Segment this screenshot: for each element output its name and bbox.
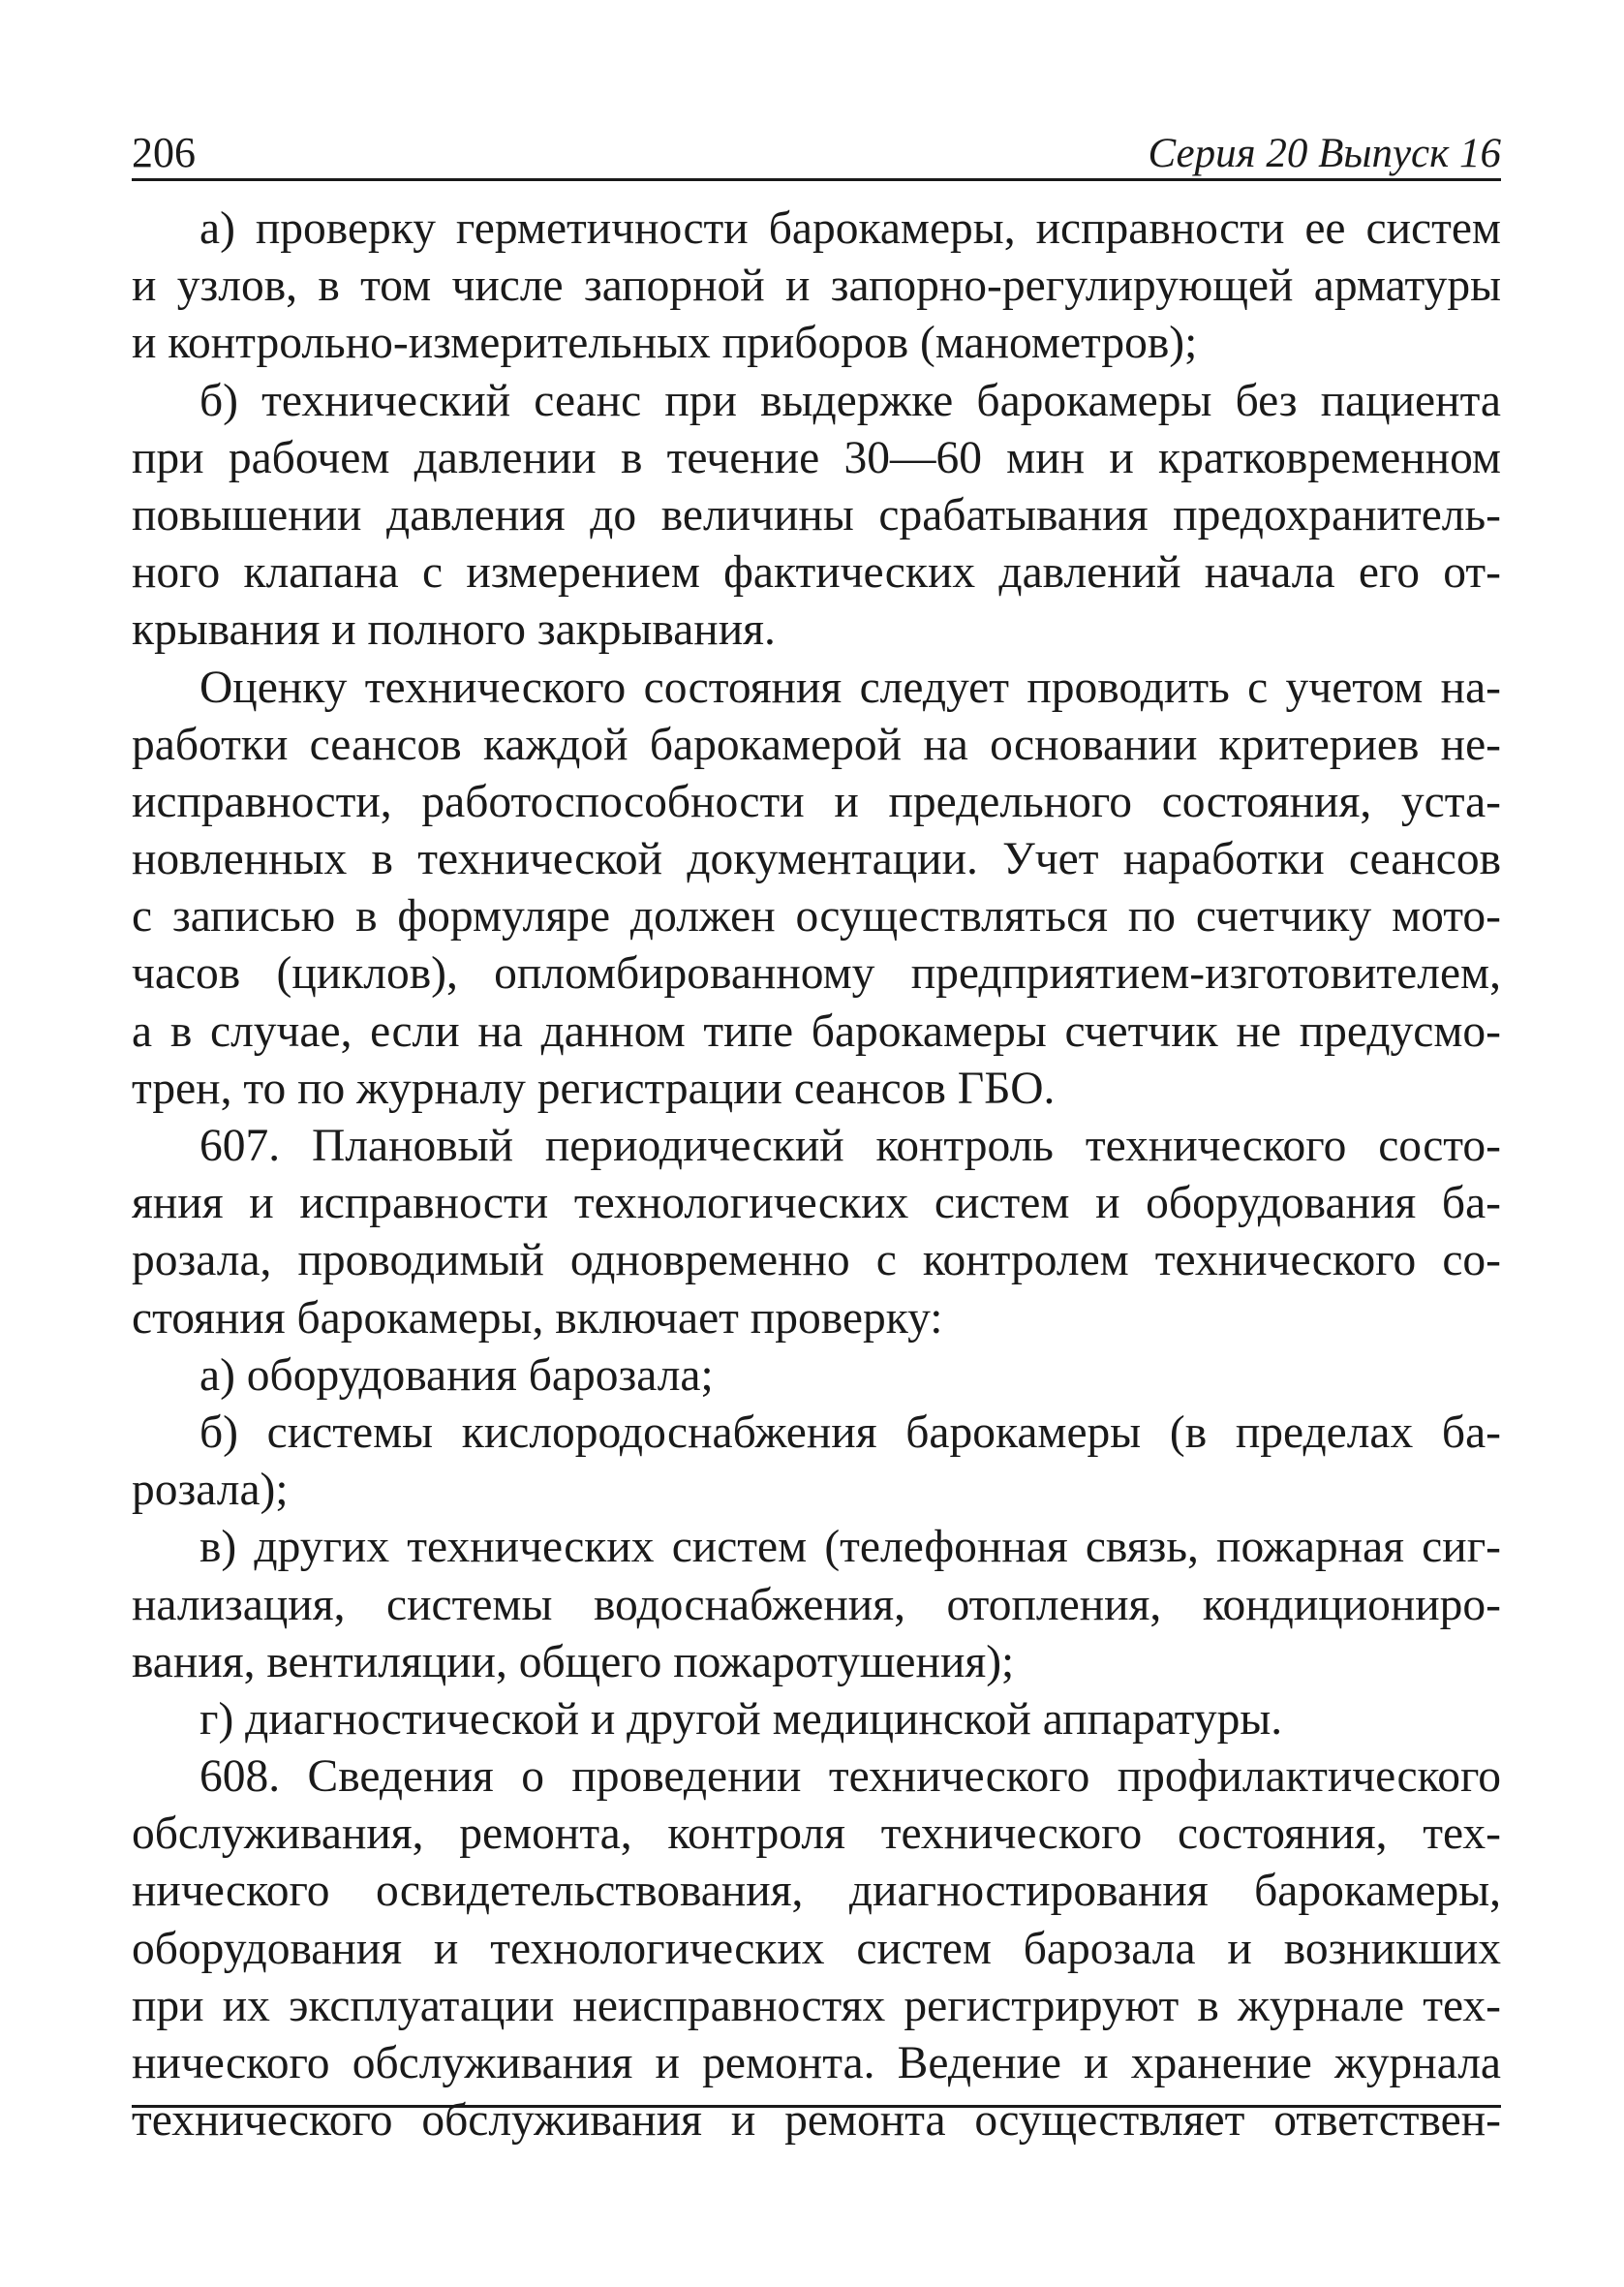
text-line: 608. Сведения о проведении технического профилактического <box>199 1751 1501 1803</box>
text-line: а) проверку герметичности барокамеры, исправности ее систем <box>199 203 1501 254</box>
text-line: при рабочем давлении в течение 30—60 мин и кратковременном <box>132 432 1501 483</box>
text-line: 607. Плановый периодический контроль технического состо- <box>199 1121 1501 1171</box>
text-line: и узлов, в том числе запорной и запорно-регулирующей арматуры <box>132 261 1501 312</box>
running-title: Серия 20 Выпуск 16 <box>1148 131 1501 176</box>
text-line: часов (циклов), опломбированному предприятием-изготовителем, <box>132 948 1501 1000</box>
footer-rule <box>132 2105 1501 2108</box>
text-line: повышении давления до величины срабатывания предохранитель- <box>132 489 1501 541</box>
text-line: и контрольно-измерительных приборов (манометров); <box>132 318 1198 369</box>
text-line: Оценку технического состояния следует проводить с учетом на- <box>199 662 1501 713</box>
text-line: розала); <box>132 1465 289 1516</box>
page-header <box>132 116 1501 181</box>
text-line: работки сеансов каждой барокамерой на основании критериев не- <box>132 719 1501 770</box>
text-line: нализация, системы водоснабжения, отопления, кондициониро- <box>132 1579 1501 1630</box>
text-line: технического обслуживания и ремонта осуществляет ответствен- <box>132 2095 1501 2147</box>
text-line: в) других технических систем (телефонная связь, пожарная сиг- <box>199 1522 1501 1573</box>
text-line: б) системы кислородоснабжения барокамеры (в пределах ба- <box>199 1406 1501 1458</box>
text-line: крывания и полного закрывания. <box>132 604 776 656</box>
text-line: при их эксплуатации неисправностях регистрируют в журнале тех- <box>132 1980 1501 2031</box>
text-line: а) оборудования барозала; <box>199 1349 714 1401</box>
text-line: новленных в технической документации. Учет наработки сеансов <box>132 834 1501 885</box>
text-line: нического освидетельствования, диагностирования барокамеры, <box>132 1866 1501 1917</box>
text-line: обслуживания, ремонта, контроля технического состояния, тех- <box>132 1808 1501 1860</box>
text-line: б) технический сеанс при выдержке барокамеры без пациента <box>199 375 1501 426</box>
body-text <box>132 201 1501 2149</box>
text-line: стояния барокамеры, включает проверку: <box>132 1292 943 1344</box>
text-line: ного клапана с измерением фактических давлений начала его от- <box>132 547 1501 599</box>
text-line: нического обслуживания и ремонта. Ведение и хранение журнала <box>132 2038 1501 2088</box>
text-line: розала, проводимый одновременно с контролем технического со- <box>132 1235 1501 1286</box>
text-line: оборудования и технологических систем барозала и возникших <box>132 1923 1501 1974</box>
page-number: 206 <box>132 129 196 176</box>
text-line: исправности, работоспособности и предельного состояния, уста- <box>132 776 1501 827</box>
text-line: г) диагностической и другой медицинской аппаратуры. <box>199 1693 1283 1745</box>
text-line: с записью в формуляре должен осуществляться по счетчику мото- <box>132 891 1501 943</box>
text-line: яния и исправности технологических систем и оборудования ба- <box>132 1178 1501 1229</box>
text-line: трен, то по журналу регистрации сеансов ГБО. <box>132 1063 1056 1114</box>
text-line: вания, вентиляции, общего пожаротушения); <box>132 1636 1015 1687</box>
text-line: а в случае, если на данном типе барокамеры счетчик не предусмо- <box>132 1005 1501 1057</box>
